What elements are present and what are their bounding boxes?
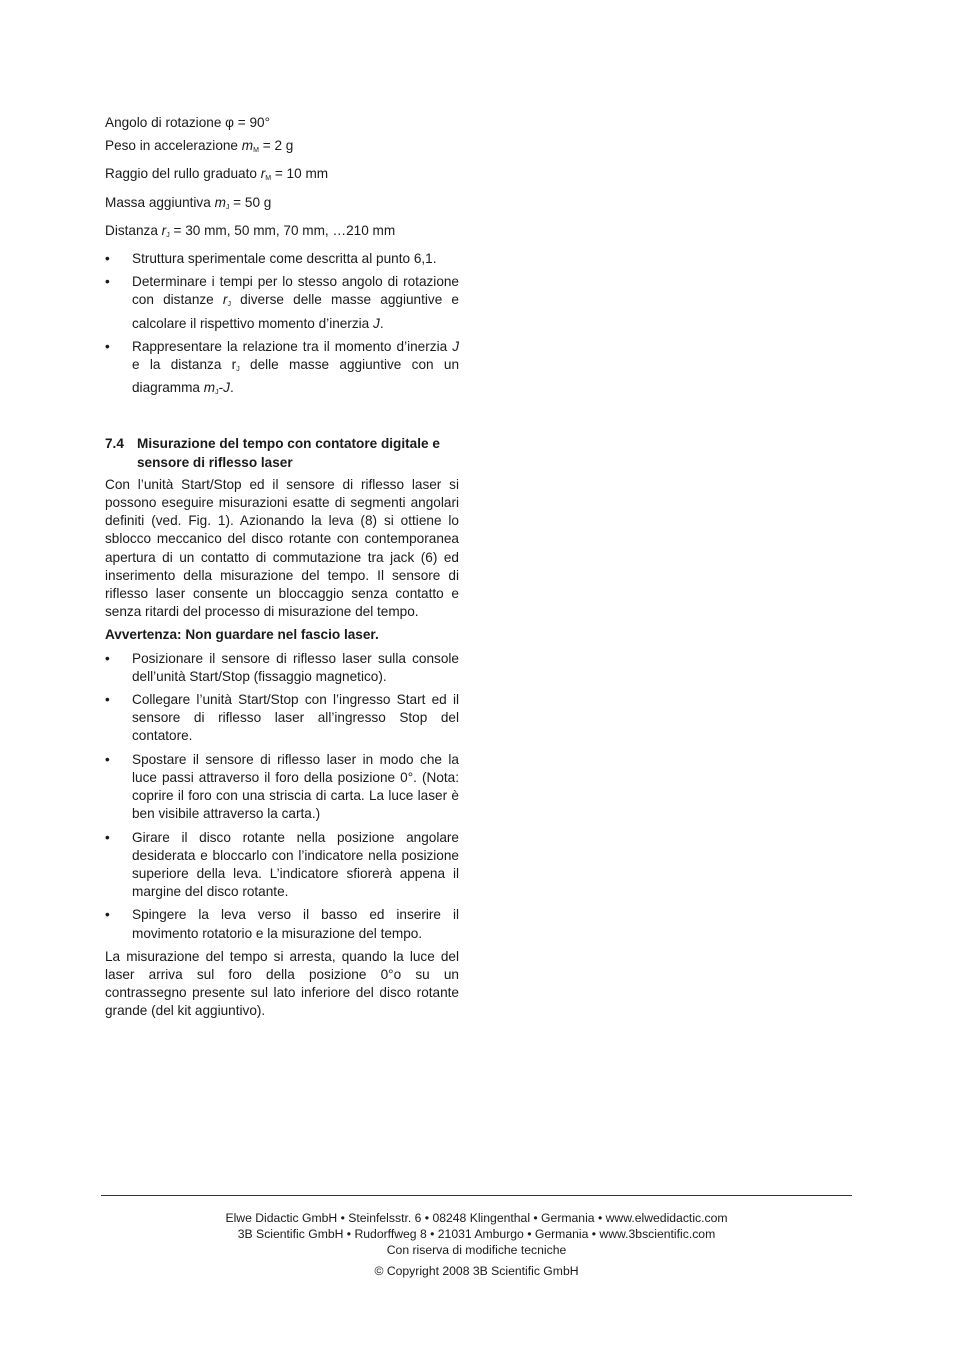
phi-symbol: φ (225, 115, 234, 130)
footer-disclaimer: Con riserva di modifiche tecniche (386, 1243, 567, 1257)
param-angle: Angolo di rotazione φ = 90° (105, 115, 271, 130)
param-roller-radius: Raggio del rullo graduato $r_M = 10$ mm (105, 166, 329, 183)
list-item: • Rappresentare la relazione tra il momento d’inerzia J e la distanza $r_J$ delle masse aggiuntive con un diagramma $m_J-J$. (105, 338, 459, 403)
main-column (105, 114, 459, 1026)
list-item: • Spingere la leva verso il basso ed inserire il movimento rotatorio e la misurazione del tempo. (105, 906, 459, 942)
procedure-list-b (105, 650, 459, 943)
param-distance: Distanza $r_J = 30$ mm, 50 mm, 70 mm, …210 mm (105, 222, 396, 239)
section-number: 7.4 (105, 436, 124, 452)
param-added-mass: Massa aggiuntiva $m_J = 50$ g (105, 194, 272, 211)
section-heading (105, 435, 459, 471)
warning-text: Avvertenza: Non guardare nel fascio laser. (105, 627, 379, 643)
list-item: • Spostare il sensore di riflesso laser in modo che la luce passi attraverso il foro della posizione 0°. (Nota: coprire il foro con una striscia di carta. La luce laser è ben visibile attraverso la carta.) (105, 751, 459, 824)
footer-address-elwe: Elwe Didactic GmbH • Steinfelsstr. 6 • 08248 Klingenthal • Germania • www.elwedidactic.com (225, 1211, 728, 1225)
list-item: • Determinare i tempi per lo stesso angolo di rotazione con distanze $r_J$ diverse delle masse aggiuntive e calcolare il rispettivo momento d’inerzia J. (105, 273, 459, 333)
section-title: Misurazione del tempo con contatore digitale e sensore di riflesso laser (137, 436, 440, 470)
footer-divider (101, 1195, 852, 1196)
list-item: • Struttura sperimentale come descritta al punto 6,1. (105, 250, 459, 268)
closing-paragraph: La misurazione del tempo si arresta, quando la luce del laser arriva sul foro della posizione 0°o su un contrassegno presente sul lato inferiore del disco rotante grande (del kit aggiuntivo). (105, 948, 459, 1019)
footer-copyright: © Copyright 2008 3B Scientific GmbH (374, 1264, 579, 1278)
list-item: • Posizionare il sensore di riflesso laser sulla console dell’unità Start/Stop (fissaggio magnetico). (105, 650, 459, 686)
page-footer (101, 1210, 852, 1279)
list-item: • Girare il disco rotante nella posizione angolare desiderata e bloccarlo con l’indicatore nella posizione superiore della leva. L’indicatore sfiorerà appena il margine del disco rotante. (105, 829, 459, 902)
list-item: • Collegare l’unità Start/Stop con l’ingresso Start ed il sensore di riflesso laser all’ingresso Stop del contatore. (105, 691, 459, 746)
footer-address-3b: 3B Scientific GmbH • Rudorffweg 8 • 21031 Amburgo • Germania • www.3bscientific.com (237, 1227, 716, 1241)
section-intro: Con l’unità Start/Stop ed il sensore di riflesso laser si possono eseguire misurazioni esatte di segmenti angolari definiti (ved. Fig. 1). Azionando la leva (8) si ottiene lo sblocco meccanico del disco rotante con contemporanea apertura di un contatto di commutazione tra jack (6) ed inserimento della misurazione del tempo. Il sensore di riflesso laser consente un bloccaggio senza contatto e senza ritardi del processo di misurazione del tempo. (105, 476, 459, 620)
param-accel-weight: Peso in accelerazione $m_M = 2$ g (105, 138, 294, 155)
procedure-list-a (105, 250, 459, 402)
